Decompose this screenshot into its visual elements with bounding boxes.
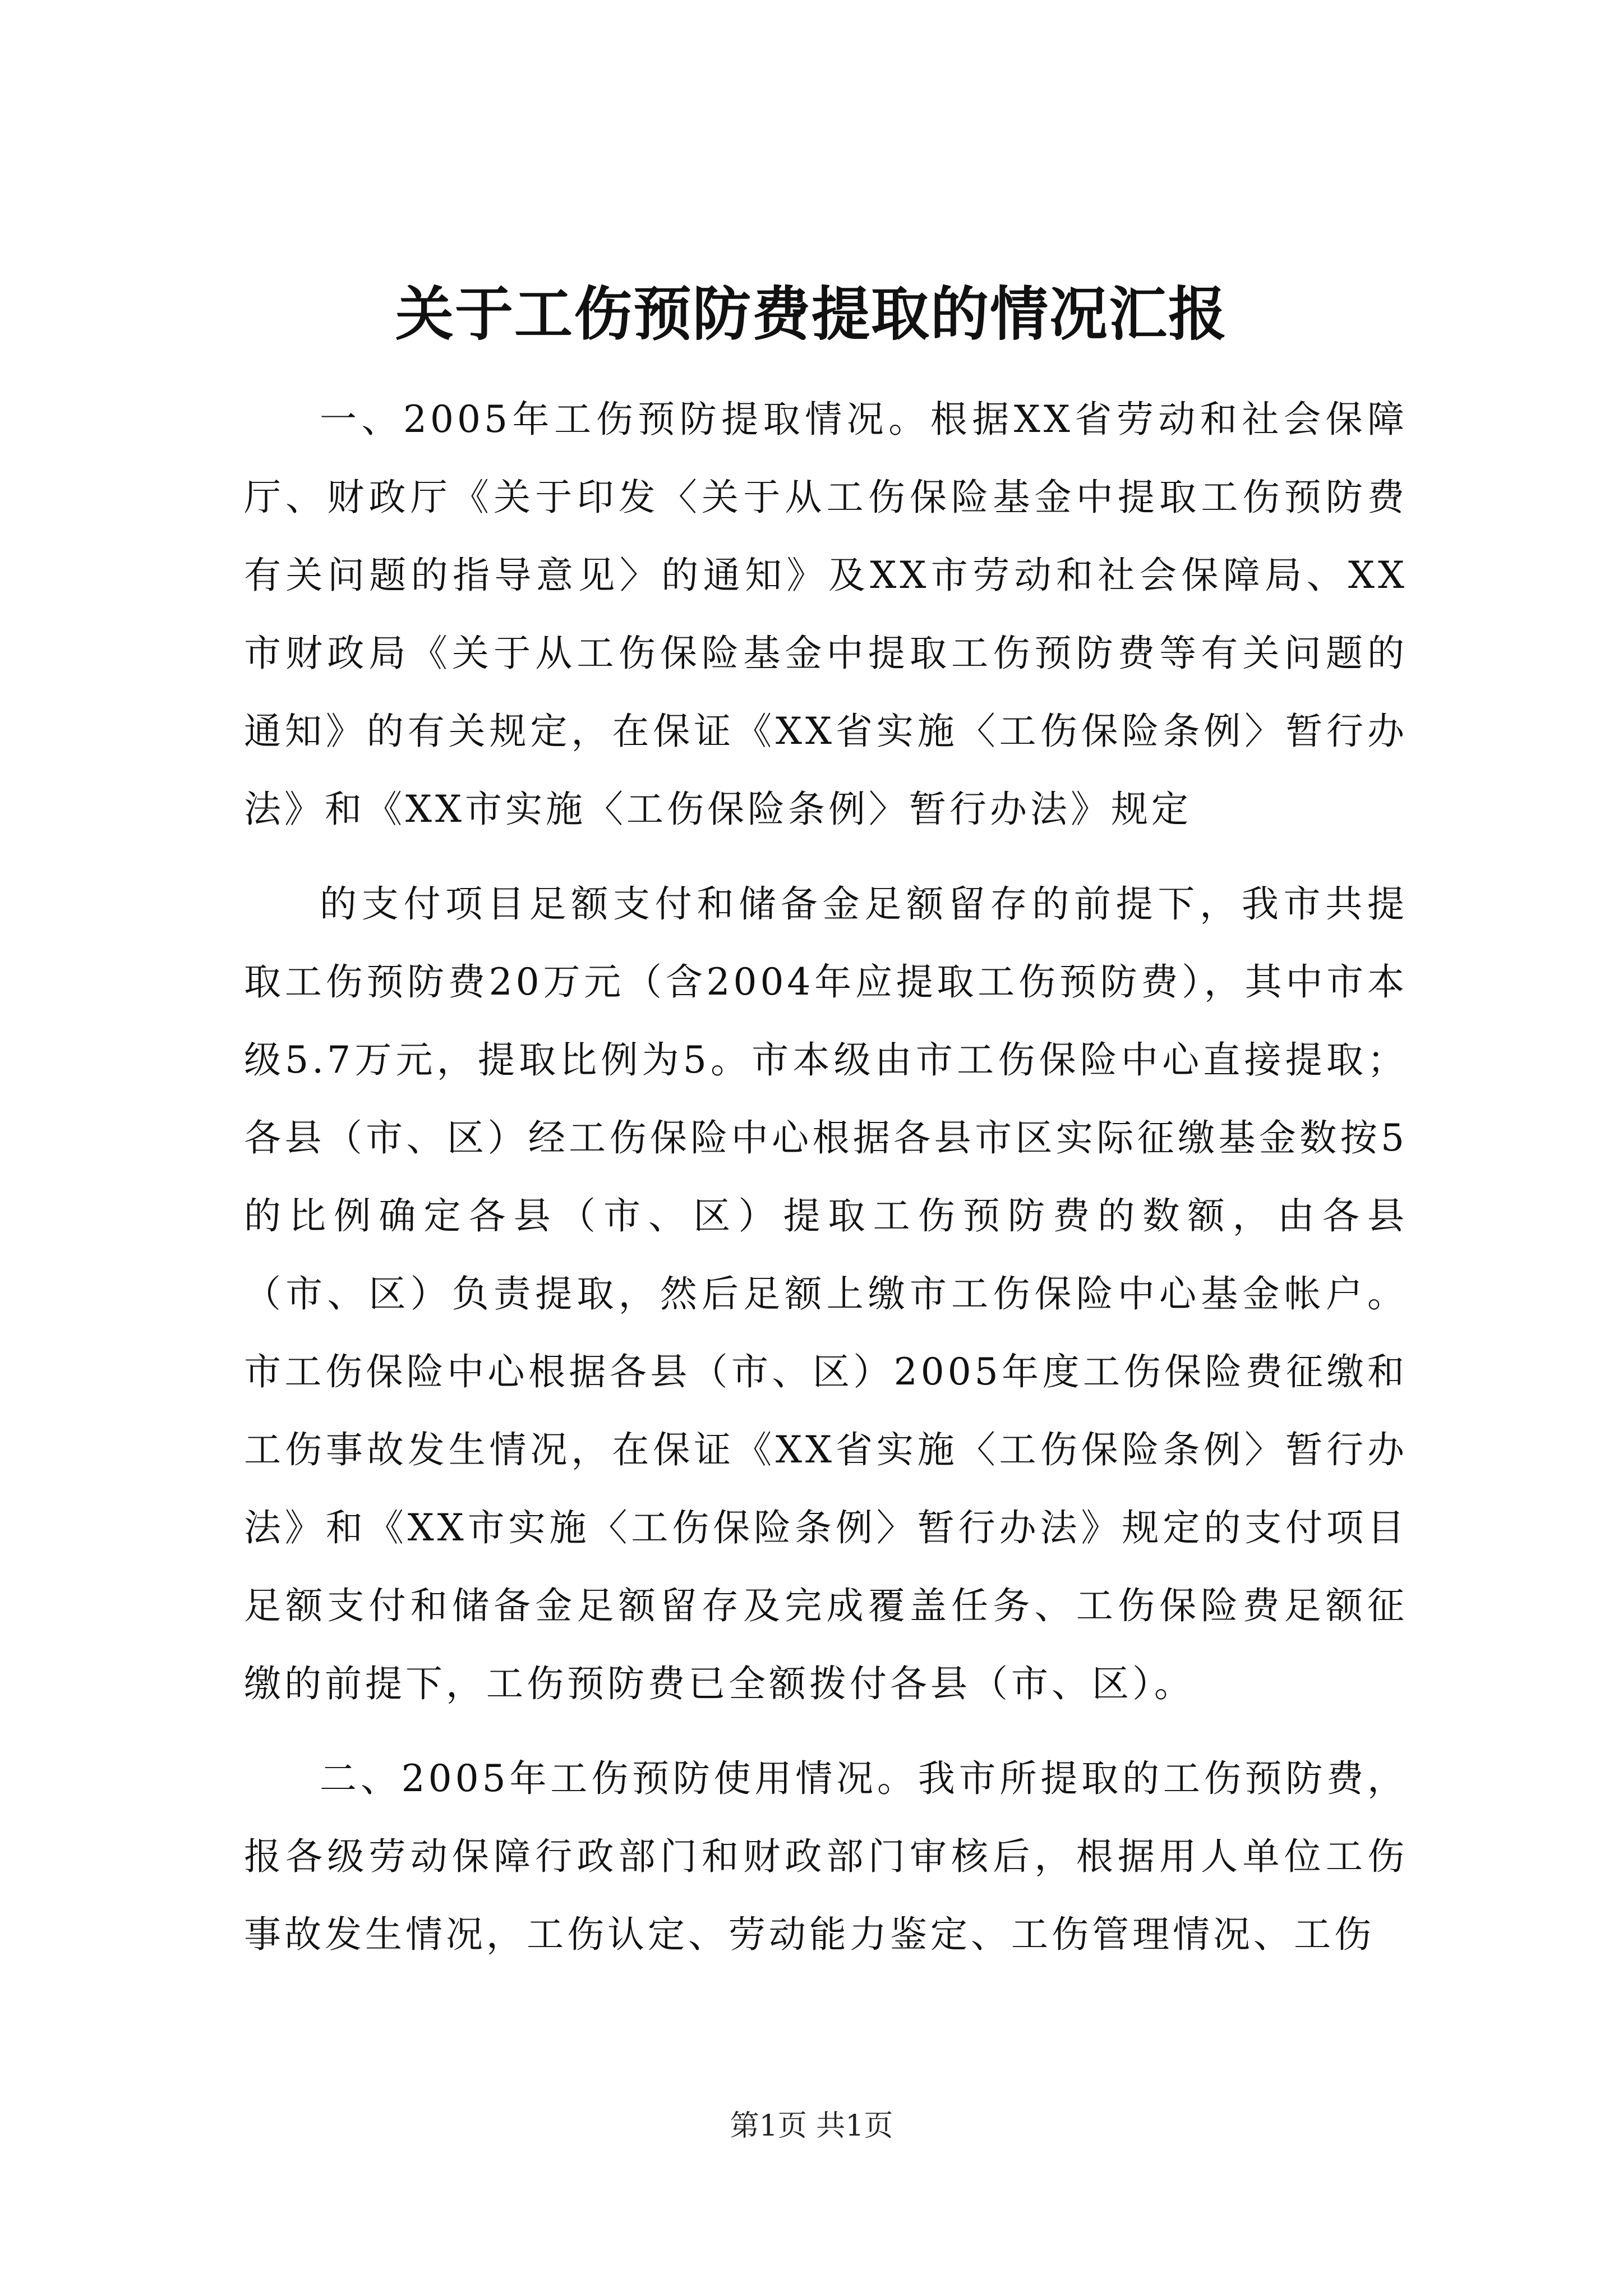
paragraph-3: 二、2005年工伤预防使用情况。我市所提取的工伤预防费，报各级劳动保障行政部门和财政部门审核后，根据用人单位工伤事故发生情况，工伤认定、劳动能力鉴定、工伤管理情况、工伤 [244, 1757, 1408, 1956]
paragraph-spacer [244, 848, 1408, 865]
paragraph-spacer [244, 1723, 1408, 1740]
page-footer [0, 2106, 1623, 2146]
paragraph-2: 的支付项目足额支付和储备金足额留存的前提下，我市共提取工伤预防费20万元（含2004年应提取工伤预防费），其中市本级5.7万元，提取比例为5。市本级由市工伤保险中心直接提取；各县（市、区）经工伤保险中心根据各县市区实际征缴基金数按5的比例确定各县（市、区）提取工伤预防费的数额，由各县（市、区）负责提取，然后足额上缴市工伤保险中心基金帐户。市工伤保险中心根据各县（市、区）2005年度工伤保险费征缴和工伤事故发生情况，在保证《XX省实施〈工伤保险条例〉暂行办法》和《XX市实施〈工伤保险条例〉暂行办法》规定的支付项目足额支付和储备金足额留存及完成覆盖任务、工伤保险费足额征缴的前提下，工伤预防费已全额拨付各县（市、区）。 [244, 882, 1408, 1705]
paragraph-1: 一、2005年工伤预防提取情况。根据XX省劳动和社会保障厅、财政厅《关于印发〈关于从工伤保险基金中提取工伤预防费有关问题的指导意见〉的通知》及XX市劳动和社会保障局、XX市财政局《关于从工伤保险基金中提取工伤预防费等有关问题的通知》的有关规定，在保证《XX省实施〈工伤保险条例〉暂行办法》和《XX市实施〈工伤保险条例〉暂行办法》规定 [244, 398, 1408, 831]
page-number-label: 第1页 共1页 [730, 2109, 893, 2143]
document-body [244, 380, 1408, 1973]
document-title: 关于工伤预防费提取的情况汇报 [395, 279, 1228, 348]
